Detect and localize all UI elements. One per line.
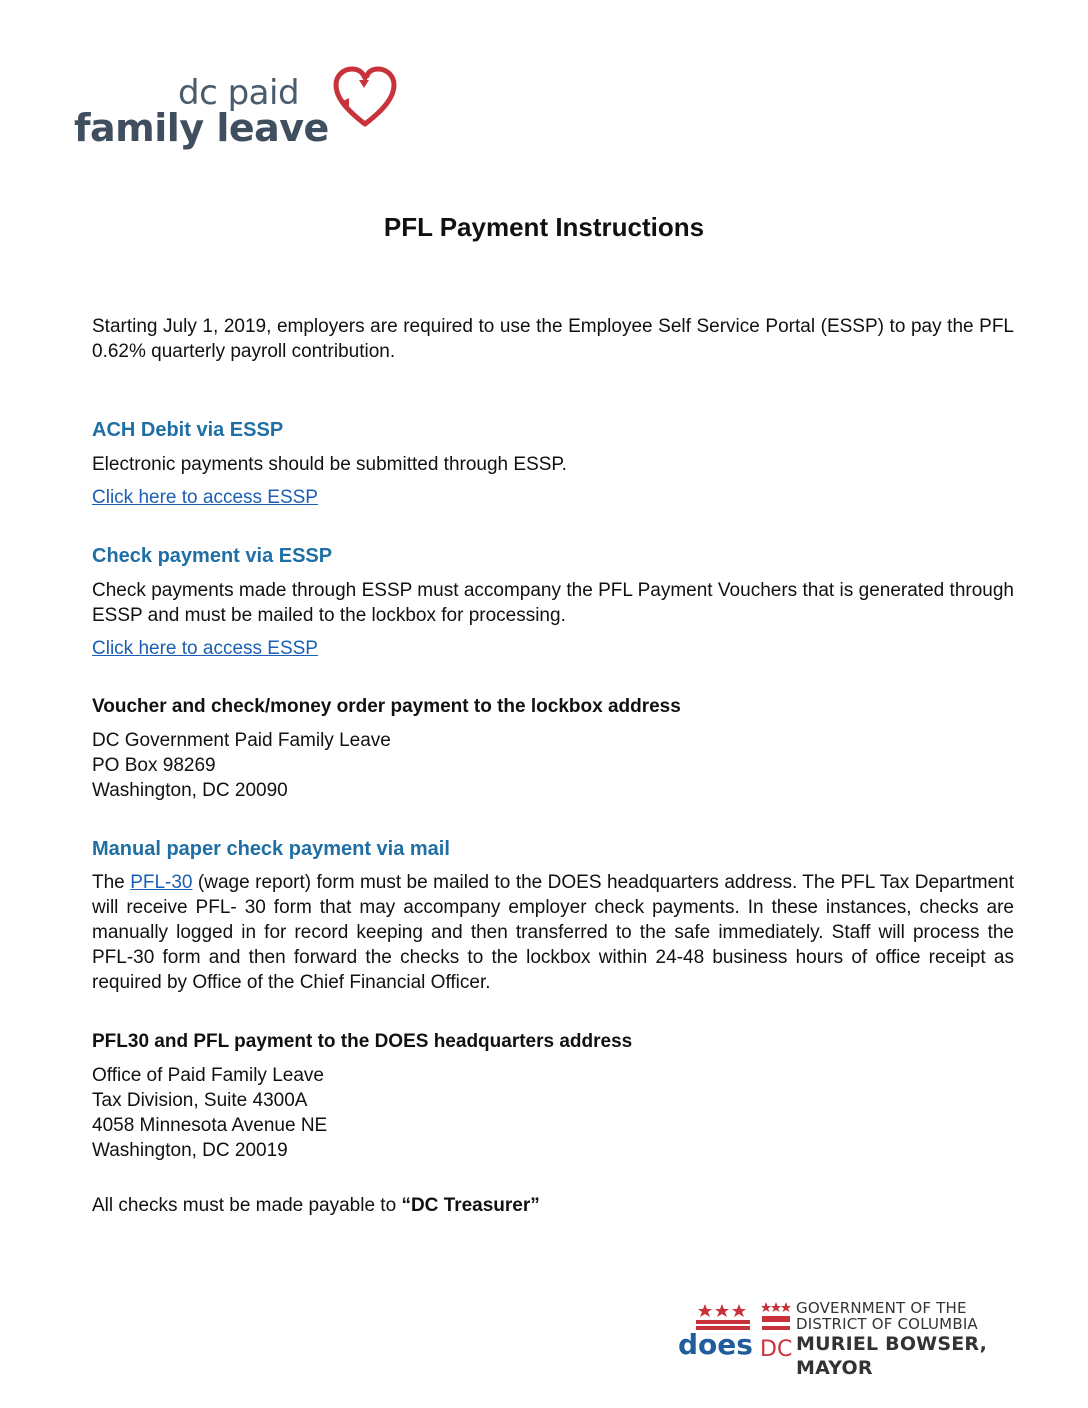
logo-line-family-leave: family leave — [74, 106, 329, 150]
page-title: PFL Payment Instructions — [383, 212, 705, 242]
manual-text — [92, 870, 1014, 995]
heart-arrows-icon — [332, 66, 398, 128]
government-text — [796, 1300, 1044, 1380]
lockbox-heading: Voucher and check/money order payment to the lockbox address — [92, 696, 681, 717]
dc-flag-icon — [760, 1300, 792, 1362]
address-line: 4058 Minnesota Avenue NE — [92, 1115, 328, 1136]
document-body — [92, 314, 1014, 1218]
does-logo-icon — [672, 1300, 756, 1362]
payable-name: “DC Treasurer” — [401, 1195, 540, 1216]
check-heading: Check payment via ESSP — [92, 545, 333, 567]
address-line: DC Government Paid Family Leave — [92, 730, 391, 751]
logo-line-dc-paid: dc paid — [178, 73, 300, 113]
address-line: Washington, DC 20090 — [92, 780, 288, 801]
hq-heading: PFL30 and PFL payment to the DOES headquarters address — [92, 1031, 633, 1052]
gov-line-1: GOVERNMENT OF THE — [796, 1299, 967, 1317]
manual-heading: Manual paper check payment via mail — [92, 838, 450, 860]
lockbox-address — [92, 728, 1014, 803]
payable-line — [92, 1193, 1014, 1218]
does-logo-text: does — [678, 1328, 753, 1361]
ach-text: Electronic payments should be submitted through ESSP. — [92, 454, 567, 475]
manual-text-rest: (wage report) form must be mailed to the DOES headquarters address. The PFL Tax Department will receive PFL- 30 form that may accompany employer check payments. In these instances, checks are manually logged in for record keeping and then transferred to the safe immediately. Staff will process the PFL-30 form and then forward the checks to the lockbox within 24-48 business hours of office receipt as required by Office of the Chief Financial Officer. — [92, 872, 1014, 993]
intro-paragraph: Starting July 1, 2019, employers are required to use the Employee Self Service Portal (ESSP) to pay the PFL 0.62% quarterly payroll contribution. — [92, 316, 1014, 362]
footer-government-logos — [672, 1299, 1044, 1379]
address-line: Washington, DC 20019 — [92, 1140, 288, 1161]
gov-line-2: DISTRICT OF COLUMBIA — [796, 1315, 978, 1333]
hq-address — [92, 1063, 1014, 1163]
gov-line-3: MURIEL BOWSER, MAYOR — [796, 1333, 987, 1379]
ach-heading: ACH Debit via ESSP — [92, 419, 284, 441]
dc-logo-text: DC — [760, 1337, 792, 1362]
check-text: Check payments made through ESSP must accompany the PFL Payment Vouchers that is generated through ESSP and must be mailed to the lockbox for processing. — [92, 580, 1014, 626]
ach-essp-link[interactable]: Click here to access ESSP — [92, 487, 318, 508]
payable-text: All checks must be made payable to — [92, 1195, 402, 1216]
address-line: Tax Division, Suite 4300A — [92, 1090, 308, 1111]
address-line: Office of Paid Family Leave — [92, 1065, 324, 1086]
check-essp-link[interactable]: Click here to access ESSP — [92, 638, 318, 659]
dc-paid-family-leave-logo — [74, 66, 404, 158]
manual-text-start: The — [92, 872, 131, 893]
pfl-30-link[interactable]: PFL-30 — [130, 872, 193, 893]
address-line: PO Box 98269 — [92, 755, 216, 776]
